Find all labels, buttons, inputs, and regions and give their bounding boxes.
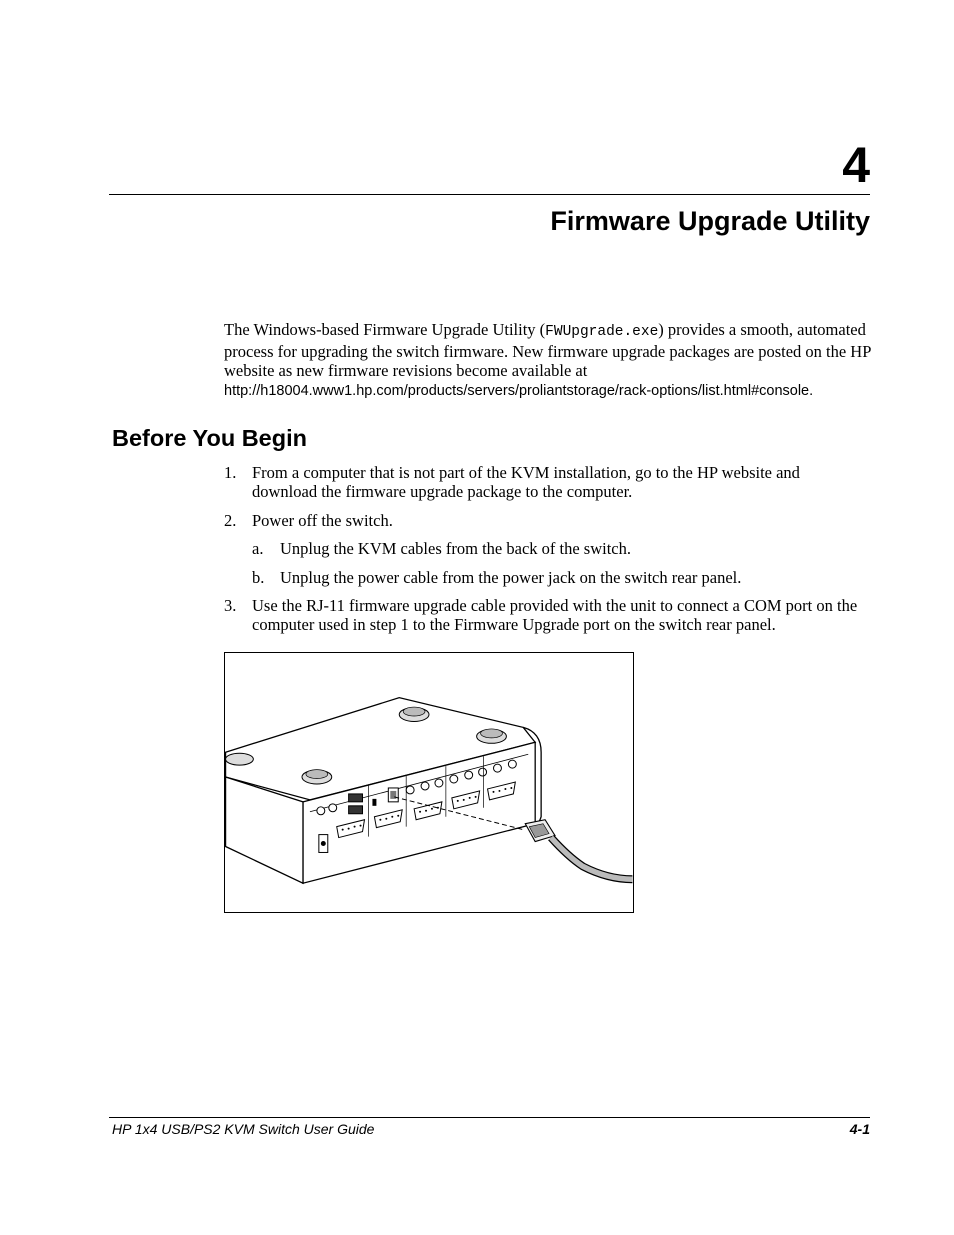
footer-page-number: 4-1 xyxy=(849,1121,870,1137)
section-heading: Before You Begin xyxy=(112,425,307,451)
footer-guide-title: HP 1x4 USB/PS2 KVM Switch User Guide xyxy=(112,1121,375,1137)
intro-url: http://h18004.www1.hp.com/products/servers/proliantstorage/rack-options/list.html#console. xyxy=(224,383,814,399)
figure-kvm-rear-panel xyxy=(224,652,634,913)
step-number: 2. xyxy=(224,511,237,530)
intro-text-1: The Windows-based Firmware Upgrade Utility ( xyxy=(224,320,546,339)
intro-filename: FWUpgrade.exe xyxy=(545,324,659,340)
step-text: From a computer that is not part of the KVM installation, go to the HP website and download the firmware upgrade package to the computer. xyxy=(252,463,800,501)
footer-divider xyxy=(109,1117,870,1118)
step-number: 3. xyxy=(224,596,237,615)
step-number: 1. xyxy=(224,463,237,482)
intro-text-2: ) provides a smooth, automated process for upgrading the switch firmware. New firmware upgrade packages are posted on the HP website as new firmware revisions become available at xyxy=(224,320,871,380)
substep-letter: b. xyxy=(252,568,265,587)
step-text: Power off the switch. xyxy=(252,511,393,530)
chapter-divider xyxy=(109,194,870,195)
intro-paragraph xyxy=(224,320,874,401)
step-text: Use the RJ-11 firmware upgrade cable provided with the unit to connect a COM port on the computer used in step 1 to the Firmware Upgrade port on the switch rear panel. xyxy=(252,596,858,634)
kvm-switch-illustration-icon xyxy=(225,653,633,912)
chapter-title: Firmware Upgrade Utility xyxy=(550,206,870,236)
substep-letter: a. xyxy=(252,539,264,558)
chapter-number: 4 xyxy=(842,137,870,193)
substep-text: Unplug the KVM cables from the back of the switch. xyxy=(280,539,631,558)
substep-text: Unplug the power cable from the power jack on the switch rear panel. xyxy=(280,568,742,587)
